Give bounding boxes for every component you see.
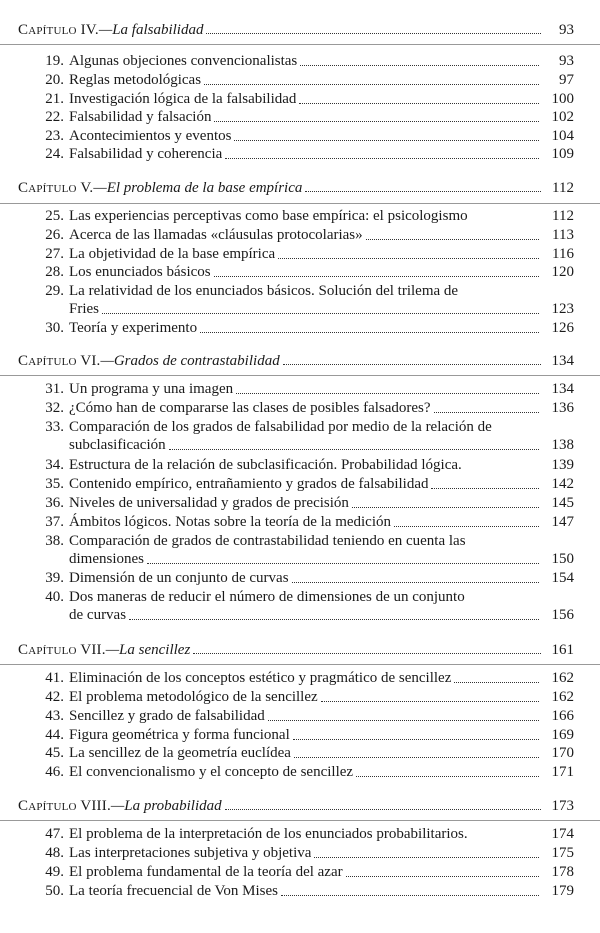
chapter-heading-viii: [18, 793, 574, 815]
entry-page-number: 179: [551, 883, 574, 899]
entry-page-number: 97: [559, 72, 574, 88]
chapter-label: Capítulo IV.: [18, 22, 99, 38]
chapter-label: Capítulo VII.: [18, 642, 106, 658]
toc-entry-42: [28, 688, 574, 706]
entry-number: 36.: [45, 495, 64, 511]
dot-leader: [225, 809, 541, 810]
toc-entry-38: [28, 532, 574, 568]
entry-page-number: 154: [551, 570, 574, 586]
toc-entry-32: [28, 399, 574, 417]
entry-title: Falsabilidad y falsación: [69, 109, 212, 125]
entry-title-line: Comparación de grados de contrastabilidad teniendo en cuenta las: [69, 533, 466, 549]
entry-number: 31.: [45, 381, 64, 397]
entry-page-number: 136: [551, 400, 574, 416]
entry-title: Falsabilidad y coherencia: [69, 146, 223, 162]
entry-page-number: 169: [551, 727, 574, 743]
entry-page-number: 113: [552, 227, 574, 243]
dot-leader: [394, 526, 539, 527]
entry-number: 44.: [45, 727, 64, 743]
dot-leader: [283, 364, 541, 365]
entry-title: La objetividad de la base empírica: [69, 246, 276, 262]
entry-number: 40.: [45, 589, 64, 605]
entry-title-line: Dos maneras de reducir el número de dimensiones de un conjunto: [69, 589, 465, 605]
entry-page-number: 104: [551, 128, 574, 144]
entry-title: Fries: [69, 301, 99, 317]
dot-leader: [299, 103, 539, 104]
toc-entry-33: [28, 418, 574, 454]
divider: [0, 203, 600, 204]
entry-number: 48.: [45, 845, 64, 861]
entry-page-number: 120: [551, 264, 574, 280]
entry-title: ¿Cómo han de compararse las clases de posibles falsadores?: [69, 400, 431, 416]
entry-page-number: 178: [551, 864, 574, 880]
entry-page-number: 150: [551, 551, 574, 567]
toc-entry-47: [28, 825, 574, 843]
dot-leader: [321, 701, 539, 702]
dot-leader: [305, 191, 541, 192]
dot-leader: [281, 895, 539, 896]
entry-title: Un programa y una imagen: [69, 381, 234, 397]
toc-entry-40: [28, 588, 574, 624]
dot-leader: [214, 276, 539, 277]
toc-entry-43: [28, 707, 574, 725]
toc-entry-23: [28, 127, 574, 145]
dot-leader: [147, 563, 539, 564]
entry-page-number: 134: [551, 381, 574, 397]
chapter-heading-vii: [18, 637, 574, 659]
divider: [0, 820, 600, 821]
dot-leader: [454, 682, 539, 683]
toc-entry-39: [28, 569, 574, 587]
entry-title: Las interpretaciones subjetiva y objetiva: [69, 845, 312, 861]
entry-page-number: 93: [559, 53, 574, 69]
dot-leader: [129, 619, 539, 620]
entry-page-number: 102: [551, 109, 574, 125]
chapter-label: Capítulo VIII.: [18, 798, 111, 814]
toc-entry-37: [28, 513, 574, 531]
entry-number: 42.: [45, 689, 64, 705]
entry-number: 32.: [45, 400, 64, 416]
toc-entry-21: [28, 90, 574, 108]
entry-number: 25.: [45, 208, 64, 224]
entry-number: 22.: [45, 109, 64, 125]
toc-entry-36: [28, 494, 574, 512]
entry-number: 27.: [45, 246, 64, 262]
entry-number: 39.: [45, 570, 64, 586]
entry-number: 47.: [45, 826, 64, 842]
entry-page-number: 138: [551, 437, 574, 453]
toc-entry-28: [28, 263, 574, 281]
dot-leader: [294, 757, 539, 758]
toc-entry-46: [28, 763, 574, 781]
dot-leader: [292, 582, 539, 583]
toc-entry-34: [28, 456, 574, 474]
entry-page-number: 175: [551, 845, 574, 861]
entry-title: El problema fundamental de la teoría del azar: [69, 864, 343, 880]
dot-leader: [193, 653, 541, 654]
entry-number: 50.: [45, 883, 64, 899]
divider: [0, 664, 600, 665]
entry-title: Acerca de las llamadas «cláusulas protocolarias»: [69, 227, 363, 243]
dot-leader: [434, 412, 539, 413]
chapter-page-number: 112: [552, 180, 574, 196]
chapter-subtitle: —La probabilidad: [110, 798, 222, 814]
entry-title: de curvas: [69, 607, 127, 623]
entry-page-number: 171: [551, 764, 574, 780]
entry-title-line: Comparación de los grados de falsabilidad por medio de la relación de: [69, 419, 492, 435]
entry-page-number: 170: [551, 745, 574, 761]
entry-title: La sencillez de la geometría euclídea: [69, 745, 291, 761]
entry-number: 28.: [45, 264, 64, 280]
dot-leader: [314, 857, 539, 858]
entry-title: Estructura de la relación de subclasificación. Probabilidad lógica.: [69, 457, 462, 473]
toc-entry-24: [28, 145, 574, 163]
dot-leader: [431, 488, 539, 489]
entry-number: 19.: [45, 53, 64, 69]
entry-title: Investigación lógica de la falsabilidad: [69, 91, 297, 107]
entry-title: Acontecimientos y eventos: [69, 128, 232, 144]
entry-title: dimensiones: [69, 551, 144, 567]
chapter-subtitle: —La sencillez: [105, 642, 191, 658]
toc-entry-20: [28, 71, 574, 89]
entry-title: El problema metodológico de la sencillez: [69, 689, 318, 705]
chapter-subtitle: —El problema de la base empírica: [93, 180, 303, 196]
entry-title: El problema de la interpretación de los enunciados probabilitarios.: [69, 826, 468, 842]
toc-entry-35: [28, 475, 574, 493]
entry-number: 45.: [45, 745, 64, 761]
chapter-heading-iv: [18, 17, 574, 39]
entry-title: Contenido empírico, entrañamiento y grados de falsabilidad: [69, 476, 429, 492]
entry-page-number: 166: [551, 708, 574, 724]
entry-title: Eliminación de los conceptos estético y pragmático de sencillez: [69, 670, 452, 686]
dot-leader: [300, 65, 539, 66]
chapter-heading-v: [18, 175, 574, 197]
entry-page-number: 145: [551, 495, 574, 511]
entry-title: Reglas metodológicas: [69, 72, 202, 88]
entry-number: 29.: [45, 283, 64, 299]
entry-page-number: 126: [551, 320, 574, 336]
toc-entry-27: [28, 245, 574, 263]
chapter-label: Capítulo V.: [18, 180, 94, 196]
entry-page-number: 162: [551, 689, 574, 705]
toc-entry-50: [28, 882, 574, 900]
toc-entry-41: [28, 669, 574, 687]
entry-page-number: 100: [551, 91, 574, 107]
toc-entry-29: [28, 282, 574, 318]
dot-leader: [214, 121, 539, 122]
entry-title: Figura geométrica y forma funcional: [69, 727, 290, 743]
dot-leader: [293, 739, 539, 740]
chapter-subtitle: —Grados de contrastabilidad: [100, 353, 280, 369]
entry-number: 24.: [45, 146, 64, 162]
chapter-page-number: 173: [551, 798, 574, 814]
entry-title: Ámbitos lógicos. Notas sobre la teoría de la medición: [69, 514, 392, 530]
dot-leader: [234, 140, 539, 141]
chapter-page-number: 93: [559, 22, 574, 38]
entry-page-number: 112: [552, 208, 574, 224]
toc-entry-45: [28, 744, 574, 762]
entry-number: 37.: [45, 514, 64, 530]
dot-leader: [278, 258, 539, 259]
divider: [0, 44, 600, 45]
entry-number: 38.: [45, 533, 64, 549]
divider: [0, 375, 600, 376]
entry-number: 35.: [45, 476, 64, 492]
entry-number: 20.: [45, 72, 64, 88]
toc-entry-25: [28, 207, 574, 225]
entry-number: 41.: [45, 670, 64, 686]
entry-page-number: 142: [551, 476, 574, 492]
entry-number: 43.: [45, 708, 64, 724]
entry-title: subclasificación: [69, 437, 166, 453]
dot-leader: [102, 313, 539, 314]
entry-page-number: 156: [551, 607, 574, 623]
toc-entry-49: [28, 863, 574, 881]
entry-number: 46.: [45, 764, 64, 780]
toc-entry-48: [28, 844, 574, 862]
entry-title: Dimensión de un conjunto de curvas: [69, 570, 289, 586]
dot-leader: [366, 239, 539, 240]
entry-title: Sencillez y grado de falsabilidad: [69, 708, 265, 724]
chapter-label: Capítulo VI.: [18, 353, 101, 369]
dot-leader: [268, 720, 539, 721]
dot-leader: [204, 84, 539, 85]
entry-title: Las experiencias perceptivas como base empírica: el psicologismo: [69, 208, 468, 224]
toc-entry-30: [28, 319, 574, 337]
entry-title: La teoría frecuencial de Von Mises: [69, 883, 278, 899]
toc-entry-26: [28, 226, 574, 244]
dot-leader: [169, 449, 539, 450]
entry-number: 49.: [45, 864, 64, 880]
entry-title-line: La relatividad de los enunciados básicos. Solución del trilema de: [69, 283, 459, 299]
chapter-page-number: 161: [551, 642, 574, 658]
dot-leader: [200, 332, 539, 333]
chapter-page-number: 134: [551, 353, 574, 369]
dot-leader: [206, 33, 541, 34]
dot-leader: [356, 776, 539, 777]
entry-page-number: 162: [551, 670, 574, 686]
chapter-subtitle: —La falsabilidad: [98, 22, 204, 38]
entry-number: 34.: [45, 457, 64, 473]
toc-entry-44: [28, 726, 574, 744]
entry-page-number: 116: [552, 246, 574, 262]
dot-leader: [352, 507, 539, 508]
dot-leader: [225, 158, 539, 159]
entry-title: Niveles de universalidad y grados de precisión: [69, 495, 349, 511]
entry-page-number: 109: [551, 146, 574, 162]
entry-number: 33.: [45, 419, 64, 435]
dot-leader: [346, 876, 539, 877]
entry-page-number: 123: [551, 301, 574, 317]
toc-entry-31: [28, 380, 574, 398]
entry-page-number: 174: [551, 826, 574, 842]
entry-number: 23.: [45, 128, 64, 144]
entry-title: Algunas objeciones convencionalistas: [69, 53, 298, 69]
entry-page-number: 147: [551, 514, 574, 530]
entry-title: El convencionalismo y el concepto de sencillez: [69, 764, 354, 780]
toc-entry-19: [28, 52, 574, 70]
toc-entry-22: [28, 108, 574, 126]
entry-number: 30.: [45, 320, 64, 336]
chapter-heading-vi: [18, 348, 574, 370]
entry-number: 26.: [45, 227, 64, 243]
entry-title: Los enunciados básicos: [69, 264, 211, 280]
dot-leader: [236, 393, 539, 394]
entry-title: Teoría y experimento: [69, 320, 198, 336]
entry-page-number: 139: [551, 457, 574, 473]
entry-number: 21.: [45, 91, 64, 107]
